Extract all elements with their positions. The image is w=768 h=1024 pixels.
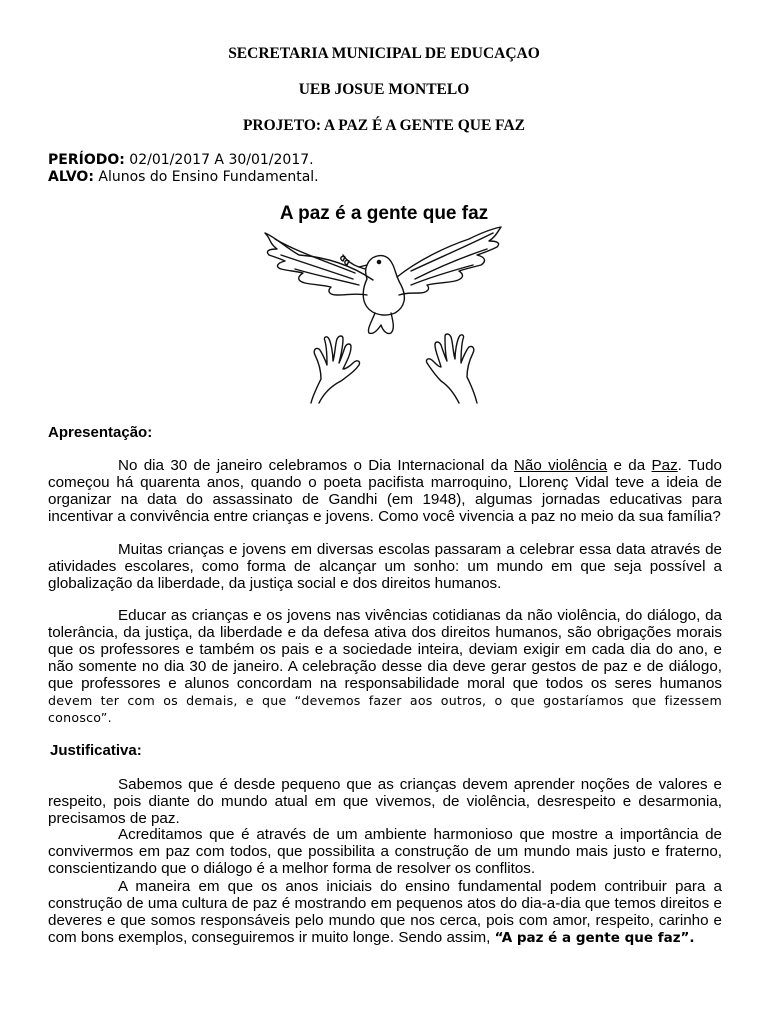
text-run: A maneira em que os anos iniciais do ensino fundamental podem contribuir para a construção de uma cultura de paz é mostrando em pequenos atos do dia-a-dia que temos direitos e deveres e que somos responsáveis pelo mundo que nos cerca, pois com amor, respeito, carinho e com bons exemplos, conseguiremos ir muito longe. Sendo assim, [48,878,722,946]
link-paz[interactable]: Paz [651,457,678,474]
paragraph-justificativa-1: Sabemos que é desde pequeno que as crianças devem aprender noções de valores e respeito, pois diante do mundo atual em que vivemos, de violência, desrespeito e desarmonia, precisamos de paz. [48,776,722,827]
section-title-justificativa: Justificativa: [50,742,142,759]
text-run-quote: devem ter com os demais, e que “devemos fazer aos outros, o que gostaríamos que fizessem conosco”. [48,693,722,725]
target-value: Alunos do Ensino Fundamental. [93,169,319,185]
paragraph-apresentacao-3 [48,607,722,726]
header-secretaria: SECRETARIA MUNICIPAL DE EDUCAÇAO [228,45,540,62]
link-nao-violencia[interactable]: Não violência [513,457,608,474]
text-run: Educar as crianças e os jovens nas vivências cotidianas da não violência, do diálogo, da tolerância, da justiça, da liberdade e da defesa ativa dos direitos humanos, são obrigações morais que os professores e também os pais e a sociedade inteira, deviam exigir em cada dia do ano, e não somente no dia 30 de janeiro. A celebração desse dia deve gerar gestos de paz e de diálogo, que professores e alunos concordam na responsabilidade moral que todos os seres humanos [48,607,722,692]
paragraph-apresentacao-2: Muitas crianças e jovens em diversas escolas passaram a celebrar essa data através de atividades escolares, como forma de alcançar um sonho: um mundo em que seja possível a globalização da liberdade, da justiça social e dos direitos humanos. [48,541,722,592]
text-run: No dia 30 de janeiro celebramos o Dia Internacional da [118,457,514,474]
left-hand [311,336,360,403]
section-title-apresentacao: Apresentação: [48,424,153,441]
target-line [48,169,319,186]
target-label: ALVO: [48,169,94,185]
text-run: e da [607,457,652,474]
dove-tail [368,313,393,334]
right-hand [426,334,477,403]
period-line [48,152,314,169]
closing-quote: “A paz é a gente que faz”. [494,930,695,946]
text-run: . Tudo começou há quarenta anos, quando o poeta pacifista marroquino, Llorenç Vidal teve a ideia de organizar na data do assassinato de Gandhi (em 1948), algumas jornadas educativas para incentivar a convivência entre crianças e jovens. Como você vivencia a paz no meio da sua família? [48,457,722,525]
dove-body [363,256,404,315]
dove-hands-illustration [255,225,515,405]
period-label: PERÍODO: [48,152,125,168]
paragraph-justificativa-2: Acreditamos que é através de um ambiente harmonioso que mostre a importância de convivermos em paz com todos, que possibilita a construção de um mundo mais justo e fraterno, conscientizando que o diálogo é a melhor forma de resolver os conflitos. [48,826,722,877]
paragraph-apresentacao-1 [48,457,722,525]
figure-title: A paz é a gente que faz [279,203,489,224]
header-project: PROJETO: A PAZ É A GENTE QUE FAZ [242,117,526,134]
header-school: UEB JOSUE MONTELO [298,81,470,98]
period-value: 02/01/2017 A 30/01/2017. [124,152,314,168]
paragraph-justificativa-3 [48,878,722,947]
